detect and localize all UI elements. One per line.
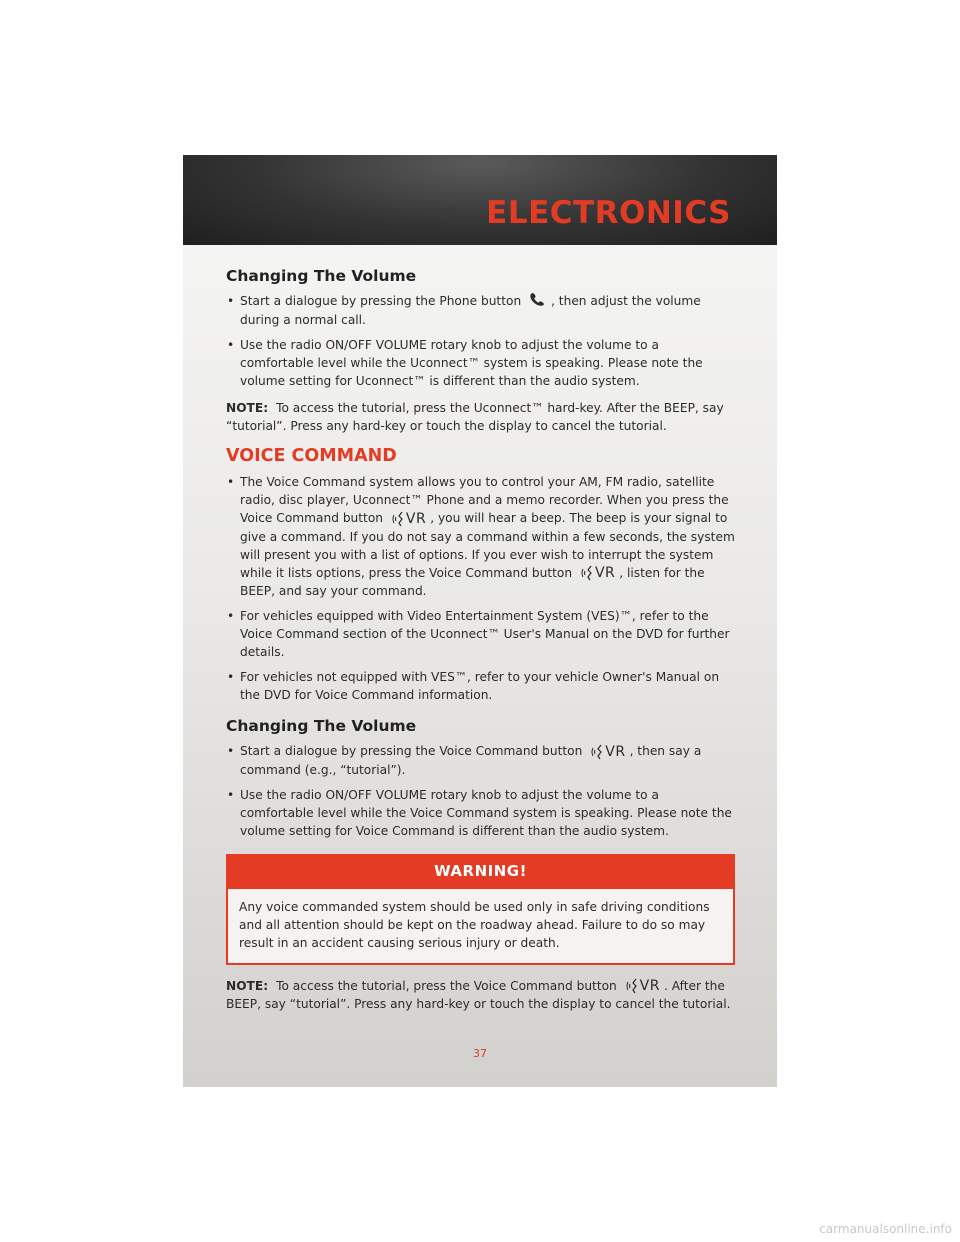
subheading-changing-volume: Changing The Volume xyxy=(226,267,417,285)
list-item xyxy=(226,473,735,600)
bullet-text-cont: , then adjust the volume during a normal call. xyxy=(240,294,701,327)
note-text: To access the tutorial, press the Uconnect™ hard-key. After the BEEP, say “tutorial”. Press any hard-key or touch the display to cancel the tutorial. xyxy=(226,401,724,433)
page-content xyxy=(226,267,735,1023)
manual-page xyxy=(183,155,777,1087)
vr-label: VR xyxy=(639,978,660,994)
bullet-text-cont: , you will hear a beep. The beep is your signal to give a command. If you do not say a command within a few seconds, the system will present you with a list of options. If you ever wish to interrupt the system while it lists options, press the Voice Command button xyxy=(240,511,735,580)
note-paragraph-2 xyxy=(226,977,735,1014)
bullet-text-cont: , then say a command (e.g., “tutorial”). xyxy=(240,744,702,777)
vr-label: VR xyxy=(594,565,616,581)
voice-command-icon xyxy=(590,743,625,761)
voice-command-icon xyxy=(625,977,660,995)
list-item xyxy=(226,292,735,329)
note-label: NOTE: xyxy=(226,978,269,993)
bullet-list xyxy=(226,292,735,390)
section-header-bar xyxy=(183,155,777,245)
vr-label: VR xyxy=(405,510,427,527)
heading-voice-command: VOICE COMMAND xyxy=(226,446,397,466)
watermark: carmanualsonline.info xyxy=(819,1222,952,1236)
list-item xyxy=(226,742,735,779)
note-text: To access the tutorial, press the Voice Command button xyxy=(276,978,617,993)
bullet-text: The Voice Command system allows you to control your AM, FM radio, satellite radio, disc player, Uconnect™ Phone and a memo recorder. When you press the Voice Command button xyxy=(240,475,729,525)
voice-command-icon xyxy=(391,510,426,528)
voice-command-icon xyxy=(580,564,615,582)
bullet-list xyxy=(226,473,735,704)
bullet-text: Start a dialogue by pressing the Voice Command button xyxy=(240,744,583,758)
list-item: • Use the radio ON/OFF VOLUME rotary knob to adjust the volume to a comfortable level while the Voice Command system is speaking. Please note the volume setting for Voice Command is different than the audio system. xyxy=(226,786,735,840)
subheading-changing-volume-2: Changing The Volume xyxy=(226,717,417,735)
section-title: ELECTRONICS xyxy=(486,195,731,231)
note-label: NOTE: xyxy=(226,401,269,415)
warning-box xyxy=(226,854,735,965)
note-text-cont: . After the BEEP, say “tutorial”. Press any hard-key or touch the display to cancel the tutorial. xyxy=(226,978,731,1011)
bullet-text: Start a dialogue by pressing the Phone button xyxy=(240,294,522,308)
warning-title: WARNING! xyxy=(228,856,733,889)
list-item: • Use the radio ON/OFF VOLUME rotary knob to adjust the volume to a comfortable level while the Uconnect™ system is speaking. Please note the volume setting for Uconnect™ is different than the audio system. xyxy=(226,336,735,390)
phone-icon xyxy=(529,292,547,311)
bullet-text-end: , listen for the BEEP, and say your command. xyxy=(240,565,705,598)
vr-label: VR xyxy=(605,743,626,760)
list-item: • For vehicles equipped with Video Entertainment System (VES)™, refer to the Voice Command section of the Uconnect™ User's Manual on the DVD for further details. xyxy=(226,607,735,661)
page-number: 37 xyxy=(473,1047,487,1060)
list-item: • For vehicles not equipped with VES™, refer to your vehicle Owner's Manual on the DVD for Voice Command information. xyxy=(226,668,735,704)
warning-text: Any voice commanded system should be used only in safe driving conditions and all attention should be kept on the roadway ahead. Failure to do so may result in an accident causing serious injury or death. xyxy=(239,899,710,950)
note-paragraph xyxy=(226,399,735,435)
bullet-list xyxy=(226,742,735,840)
